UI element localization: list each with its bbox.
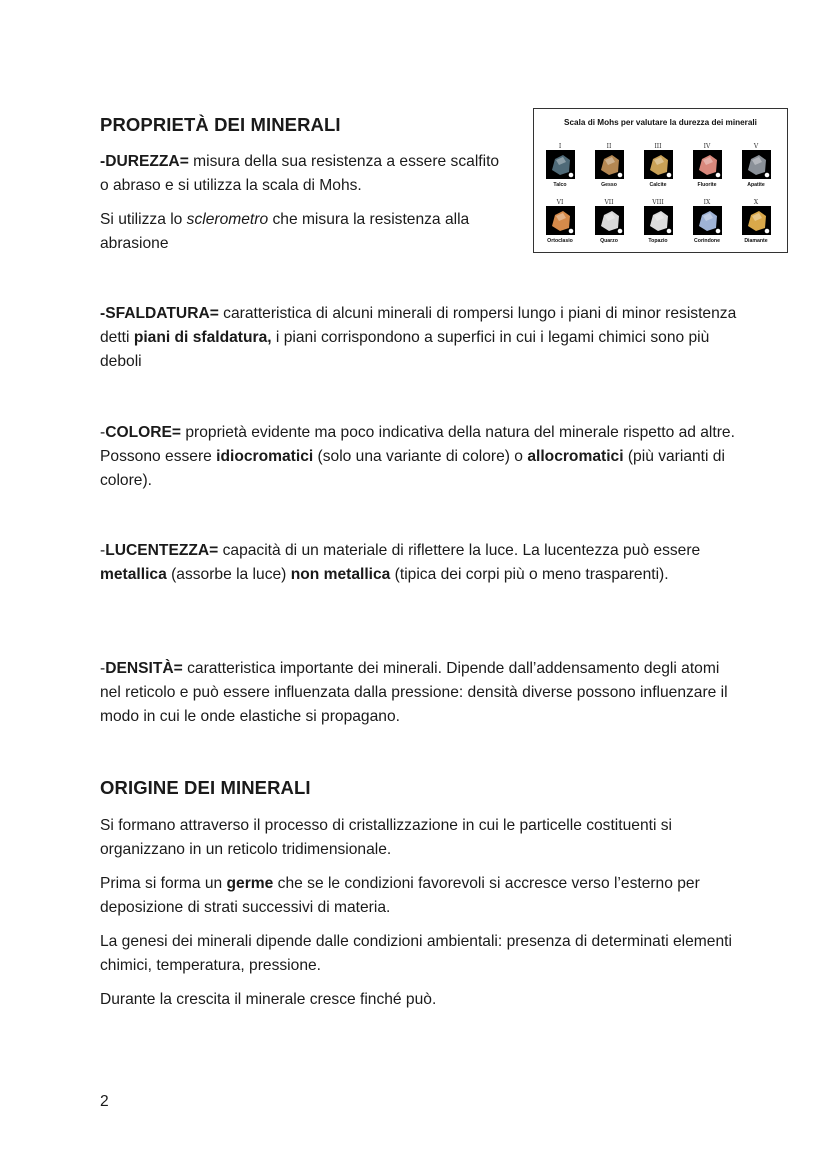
densita-paragraph bbox=[100, 657, 740, 729]
mineral-sample-icon bbox=[644, 150, 673, 179]
densita-term: DENSITÀ= bbox=[105, 660, 183, 677]
mohs-mineral-label: Diamante bbox=[744, 238, 768, 244]
mohs-mineral-apatite bbox=[736, 143, 776, 188]
lucentezza-text3: (tipica dei corpi più o meno trasparenti). bbox=[390, 566, 669, 583]
mohs-numeral: IV bbox=[703, 143, 711, 150]
mineral-sample-icon bbox=[693, 206, 722, 235]
origin-paragraph-2 bbox=[100, 872, 740, 920]
page-number: 2 bbox=[100, 1093, 109, 1110]
densita-text: caratteristica importante dei minerali. Dipende dall’addensamento degli atomi nel reticolo e può essere influenzata dalla pressione: densità diverse possono influenzare il modo in cui le onde elastiche si propagano. bbox=[100, 660, 728, 725]
lucentezza-text2: (assorbe la luce) bbox=[166, 566, 291, 583]
mineral-sample-icon bbox=[644, 206, 673, 235]
sfaldatura-text2: i piani corrispondono a superfici in cui i legami chimici sono più deboli bbox=[100, 329, 710, 370]
durezza-text: misura della sua resistenza a essere scalfito o abraso e si utilizza la scala di Mohs. bbox=[100, 153, 500, 194]
sfaldatura-paragraph bbox=[100, 302, 740, 374]
densita-dash: - bbox=[100, 660, 106, 677]
mohs-numeral: I bbox=[558, 143, 562, 150]
mohs-mineral-ortoclasio bbox=[540, 199, 580, 244]
sclerometro-term: sclerometro bbox=[186, 211, 269, 228]
section-heading-properties: PROPRIETÀ DEI MINERALI bbox=[100, 114, 341, 135]
colore-text2: (solo una variante di colore) o bbox=[313, 448, 528, 465]
mohs-mineral-corindone bbox=[687, 199, 727, 244]
mohs-numeral: IX bbox=[703, 199, 711, 206]
lucentezza-bold1: metallica bbox=[100, 566, 167, 583]
mohs-mineral-label: Talco bbox=[553, 182, 567, 188]
origin-p2-pre: Prima si forma un bbox=[100, 875, 227, 892]
mohs-figure-title: Scala di Mohs per valutare la durezza dei minerali bbox=[564, 118, 757, 127]
mohs-mineral-label: Apatite bbox=[747, 182, 765, 188]
colore-text3: (più varianti di colore). bbox=[100, 448, 725, 489]
origin-paragraph-1: Si formano attraverso il processo di cristallizzazione in cui le particelle costituenti si organizzano in un reticolo tridimensionale. bbox=[100, 817, 673, 858]
colore-dash: - bbox=[100, 424, 106, 441]
lucentezza-text1: capacità di un materiale di riflettere la luce. La lucentezza può essere bbox=[218, 542, 701, 559]
origin-paragraph-4: Durante la crescita il minerale cresce finché può. bbox=[100, 991, 437, 1008]
mohs-mineral-label: Calcite bbox=[649, 182, 667, 188]
mohs-numeral: X bbox=[753, 199, 759, 206]
mineral-sample-icon bbox=[742, 150, 771, 179]
mohs-numeral: VIII bbox=[652, 199, 664, 206]
sclerometro-post: che misura la resistenza alla abrasione bbox=[100, 211, 470, 252]
mohs-numeral: VII bbox=[604, 199, 614, 206]
sfaldatura-term: -SFALDATURA= bbox=[100, 305, 219, 322]
mineral-sample-icon bbox=[546, 206, 575, 235]
section-heading-origin: ORIGINE DEI MINERALI bbox=[100, 777, 311, 798]
mohs-numeral: III bbox=[654, 143, 662, 150]
sclerometro-paragraph bbox=[100, 208, 510, 256]
mohs-mineral-fluorite bbox=[687, 143, 727, 188]
mohs-numeral: V bbox=[753, 143, 759, 150]
mineral-sample-icon bbox=[742, 206, 771, 235]
mineral-sample-icon bbox=[595, 206, 624, 235]
mohs-mineral-label: Fluorite bbox=[697, 182, 717, 188]
lucentezza-bold2: non metallica bbox=[290, 566, 391, 583]
mineral-sample-icon bbox=[595, 150, 624, 179]
lucentezza-paragraph bbox=[100, 539, 740, 587]
mohs-mineral-topazio bbox=[638, 199, 678, 244]
mohs-mineral-label: Quarzo bbox=[600, 238, 618, 244]
mohs-mineral-talco bbox=[540, 143, 580, 188]
colore-paragraph bbox=[100, 421, 740, 493]
colore-text1: proprietà evidente ma poco indicativa della natura del minerale rispetto ad altre. Possono essere bbox=[100, 424, 735, 465]
sfaldatura-text1: caratteristica di alcuni minerali di rompersi lungo i piani di minor resistenza detti bbox=[100, 305, 737, 346]
durezza-term: -DUREZZA= bbox=[100, 153, 189, 170]
mohs-numeral: VI bbox=[556, 199, 564, 206]
origin-p2-bold: germe bbox=[226, 875, 274, 892]
mohs-mineral-calcite bbox=[638, 143, 678, 188]
mohs-mineral-gesso bbox=[589, 143, 629, 188]
durezza-paragraph bbox=[100, 150, 510, 198]
lucentezza-term: LUCENTEZZA= bbox=[105, 542, 219, 559]
sclerometro-pre: Si utilizza lo bbox=[100, 211, 187, 228]
sfaldatura-bold: piani di sfaldatura, bbox=[133, 329, 272, 346]
mineral-sample-icon bbox=[546, 150, 575, 179]
mohs-scale-figure bbox=[533, 108, 788, 253]
colore-bold2: allocromatici bbox=[527, 448, 624, 465]
lucentezza-dash: - bbox=[100, 542, 106, 559]
mohs-mineral-label: Ortoclasio bbox=[547, 238, 573, 244]
mohs-mineral-diamante bbox=[736, 199, 776, 244]
origin-paragraph-3: La genesi dei minerali dipende dalle condizioni ambientali: presenza di determinati elementi chimici, temperatura, pressione. bbox=[100, 933, 732, 974]
mohs-mineral-quarzo bbox=[589, 199, 629, 244]
mohs-mineral-label: Corindone bbox=[694, 238, 720, 244]
colore-bold1: idiocromatici bbox=[216, 448, 314, 465]
mohs-numeral: II bbox=[606, 143, 612, 150]
colore-term: COLORE= bbox=[105, 424, 182, 441]
origin-p2-post: che se le condizioni favorevoli si accresce verso l’esterno per deposizione di strati successivi di materia. bbox=[100, 875, 700, 916]
mohs-mineral-label: Topazio bbox=[648, 238, 668, 244]
mineral-sample-icon bbox=[693, 150, 722, 179]
mohs-mineral-label: Gesso bbox=[601, 182, 617, 188]
